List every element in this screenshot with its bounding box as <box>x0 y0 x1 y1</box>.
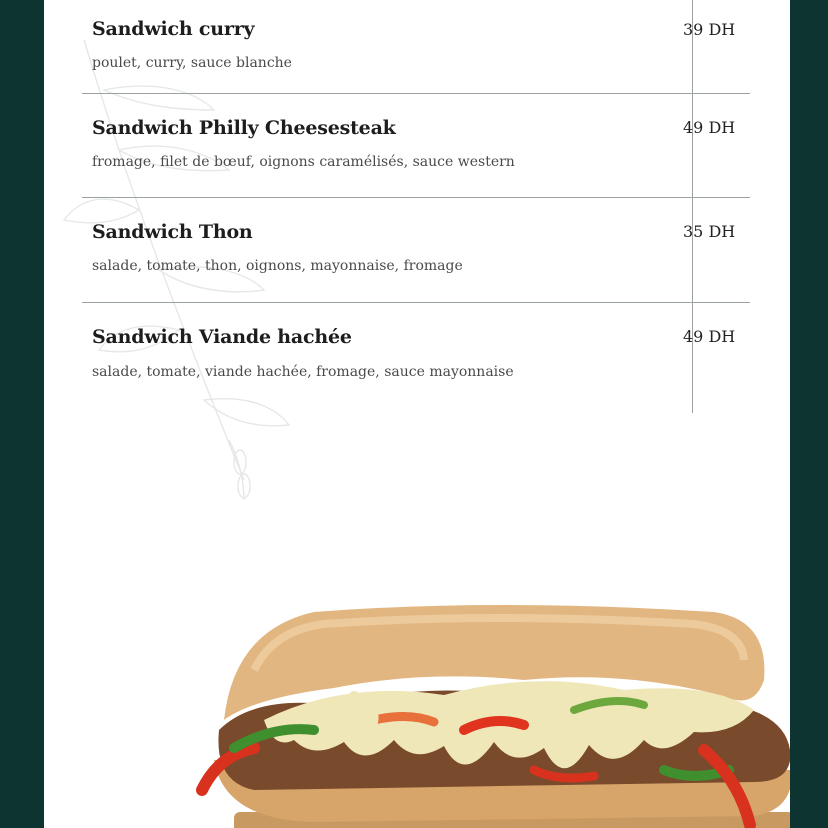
item-name: Sandwich Thon <box>92 221 253 243</box>
item-price: 49 DH <box>683 327 736 346</box>
menu-item <box>82 0 750 94</box>
sandwich-photo <box>194 520 790 828</box>
menu-page <box>44 0 790 828</box>
item-price: 49 DH <box>683 118 736 137</box>
menu-item <box>82 94 750 198</box>
item-description: fromage, filet de bœuf, oignons caramélisés, sauce western <box>92 154 515 170</box>
item-description: salade, tomate, viande hachée, fromage, sauce mayonnaise <box>92 364 514 380</box>
menu-list <box>82 0 750 415</box>
menu-item <box>82 198 750 303</box>
item-description: poulet, curry, sauce blanche <box>92 55 292 71</box>
item-description: salade, tomate, thon, oignons, mayonnaise, fromage <box>92 258 463 274</box>
item-name: Sandwich curry <box>92 18 255 40</box>
menu-item <box>82 303 750 415</box>
item-name: Sandwich Philly Cheesesteak <box>92 117 396 139</box>
item-price: 39 DH <box>683 20 736 39</box>
item-price: 35 DH <box>683 222 736 241</box>
item-name: Sandwich Viande hachée <box>92 326 352 348</box>
